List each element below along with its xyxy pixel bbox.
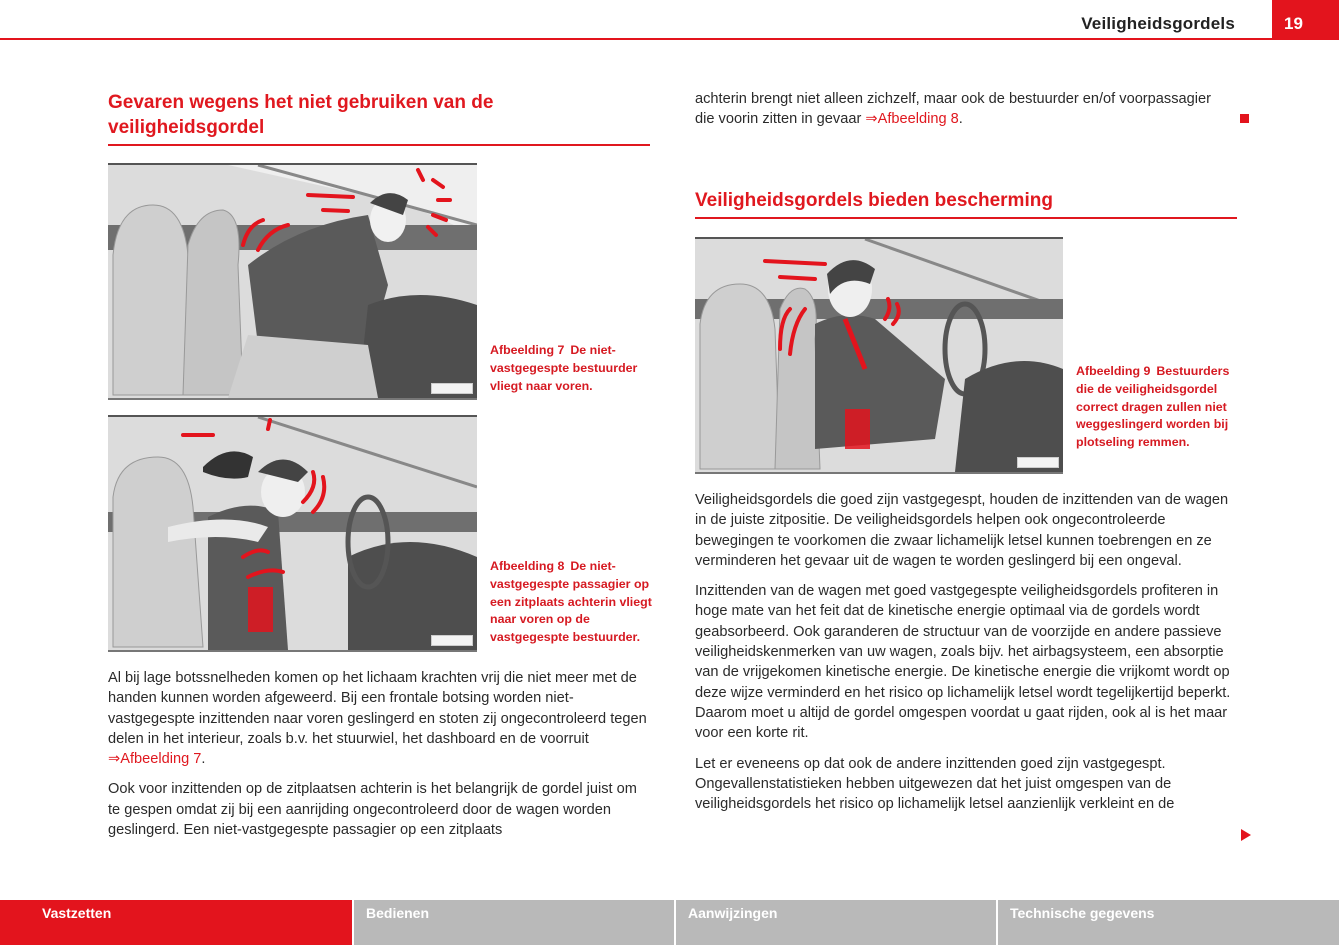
figure-7-image [108,163,477,400]
figure-8-caption-text: De niet-vastgegespte passagier op een zitplaats achterin vliegt naar voren op de vastgegespte bestuurder. [490,559,652,645]
figure-code-tag [431,635,473,646]
figure-9-caption [1076,363,1241,452]
continue-arrow-icon [1241,829,1251,841]
footer-tab-bedienen[interactable]: Bedienen [354,900,674,945]
figure-7-caption [490,342,655,395]
header-divider [0,38,1339,40]
paragraph-other-occupants: Let er eveneens op dat ook de andere inzittenden goed zijn vastgegespt. Ongevallenstatistieken hebben uitgewezen dat het juist omgespen van de veiligheidsgordels het risico op lichamelijk letsel aanzienlijk verkleint en de [695,755,1175,813]
section-title-dangers: Gevaren wegens het niet gebruiken van de veiligheidsgordel [108,90,650,146]
paragraph-belts-hold-position: Veiligheidsgordels die goed zijn vastgegespt, houden de inzittenden van de wagen in de juiste zitpositie. De veiligheidsgordels helpen ook ongecontroleerde bewegingen te voorkomen die zwaar lichamelijk letsel kunnen toebrengen en ze verminderen het gevaar uit de wagen te worden geslingerd bij een ongeval. [695,492,1229,569]
section-end-marker [1240,114,1249,123]
figure-8-caption [490,558,660,647]
paragraph-kinetic-energy: Inzittenden van de wagen met goed vastgegespte veiligheidsgordels profiteren in hoge mate van het feit dat de kinetische energie optimaal via de gordels wordt geabsorbeerd. Ook garanderen de structuur van de voorzijde en andere passieve veiligheidskenmerken van uw wagen, zoals bijv. het airbagsysteem, een absorptie van de vrijgekomen kinetische energie. De kinetische energie die vrijkomt wordt op deze wijze verminderd en het risico op lichamelijk letsel wordt tegelijkertijd beperkt. Daarom moet u altijd de gordel omgespen voordat u gaat rijden, ook al is het maar voor een korte rit. [695,583,1231,742]
figure-code-tag [431,383,473,394]
section-title-protection: Veiligheidsgordels bieden bescherming [695,188,1237,219]
left-body-text [108,668,653,850]
right-body-text [695,490,1235,824]
unbelted-passenger-illustration [108,417,477,650]
page-number: 19 [1272,0,1339,40]
figure-code-tag [1017,457,1059,468]
paragraph-collision-forces: Al bij lage botssnelheden komen op het lichaam krachten vrij die niet meer met de handen kunnen worden afgeweerd. Bij een frontale botsing worden niet-vastgegespte inzittenden naar voren geslingerd en stoten zij ongecontroleerd tegen delen in het interieur, zoals b.v. het stuurwiel, het dashboard en de voorruit ⇒Afbeelding 7. [108,670,647,768]
footer-tab-aanwijzingen[interactable]: Aanwijzingen [676,900,996,945]
link-figure-8[interactable]: ⇒Afbeelding 8 [865,111,959,128]
figure-9-number: Afbeelding 9 [1076,364,1151,378]
right-continued-text [695,89,1230,140]
figure-9-caption-text: Bestuurders die de veiligheidsgordel correct dragen zullen niet weggeslingerd worden bij plotseling remmen. [1076,364,1230,450]
link-figure-7[interactable]: ⇒Afbeelding 7 [108,751,202,768]
unbelted-driver-illustration [108,165,477,398]
figure-8-image [108,415,477,652]
footer-tab-vastzetten[interactable]: Vastzetten [0,900,352,945]
figure-7-caption-text: De niet-vastgegespte bestuurder vliegt naar voren. [490,343,638,393]
paragraph-rear-passengers: Ook voor inzittenden op de zitplaatsen achterin is het belangrijk de gordel juist om te gespen omdat zij bij een aanrijding ongecontroleerd door de wagen worden geslingerd. Een niet-vastgegespte passagier op een zitplaats [108,781,637,839]
figure-7-number: Afbeelding 7 [490,343,565,357]
paragraph-continued: achterin brengt niet alleen zichzelf, maar ook de bestuurder en/of voorpassagier die voorin zitten in gevaar ⇒Afbeelding 8. [695,91,1211,128]
figure-9-image [695,237,1063,474]
chapter-title: Veiligheidsgordels [1081,14,1235,33]
figure-8-number: Afbeelding 8 [490,559,565,573]
belted-driver-illustration [695,239,1063,472]
footer-tab-technische-gegevens[interactable]: Technische gegevens [998,900,1339,945]
